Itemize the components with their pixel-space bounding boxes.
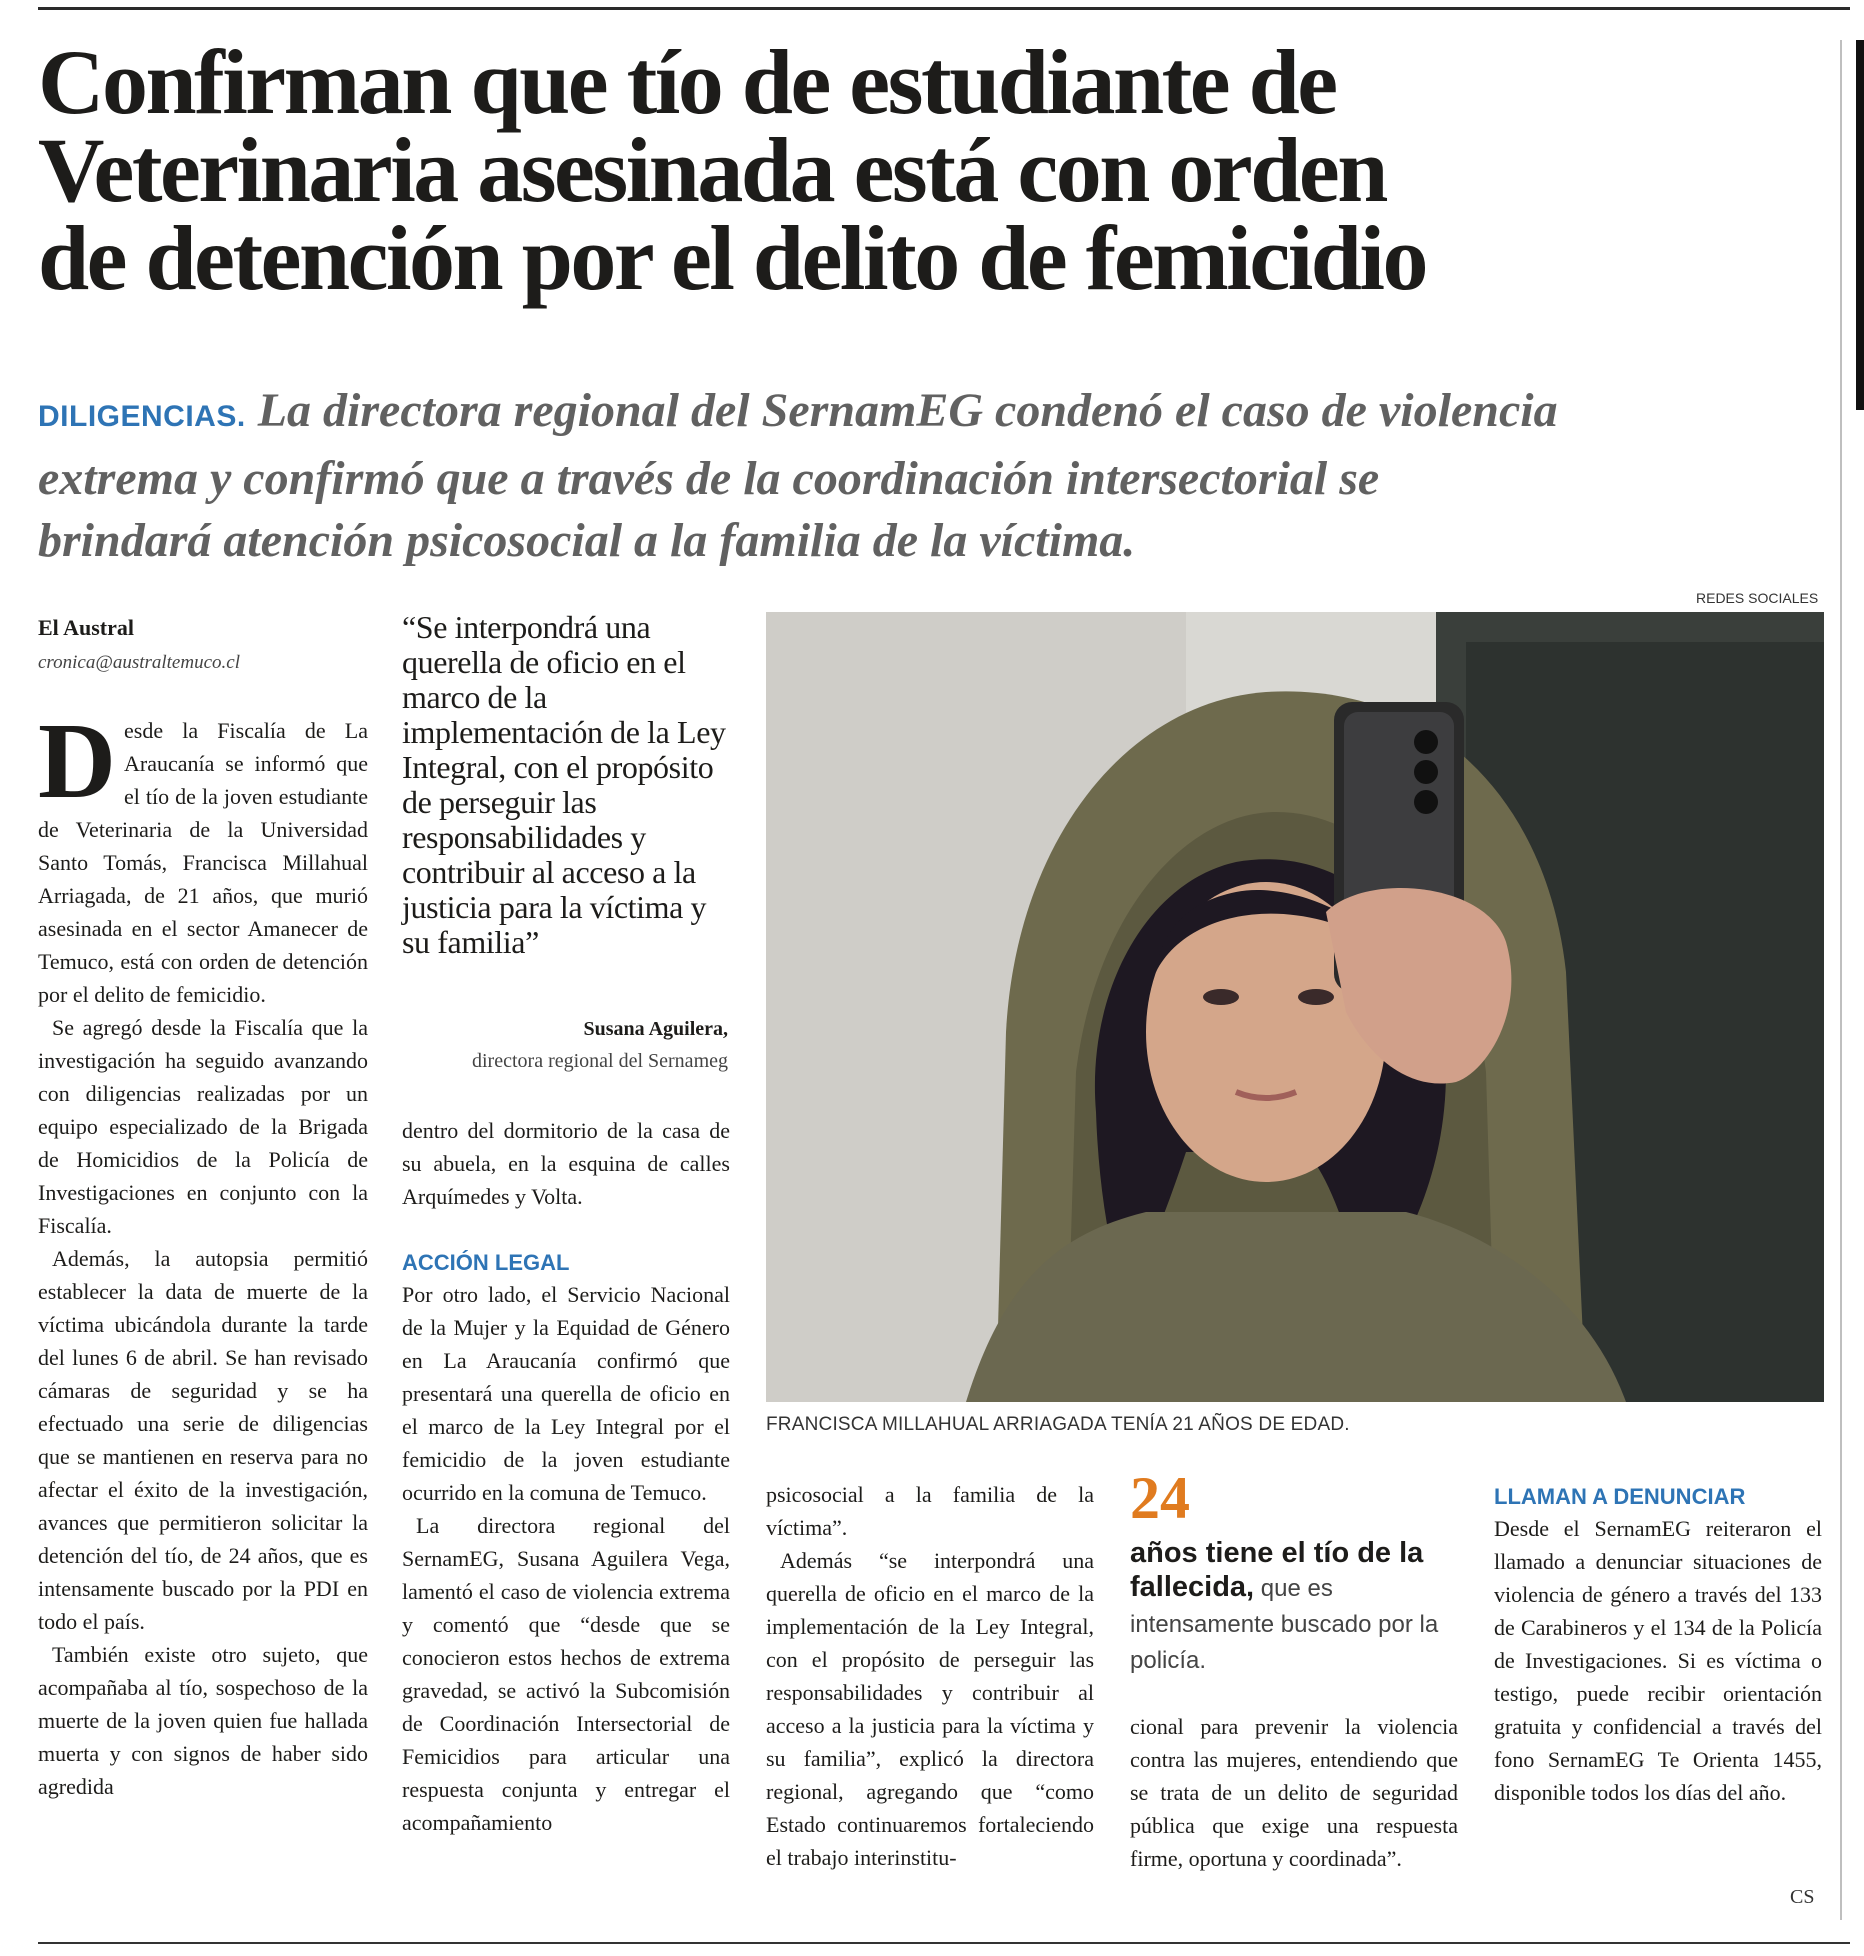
photo-illustration bbox=[766, 612, 1824, 1402]
stat-bold: años tiene el tío de la fallecida, bbox=[1130, 1537, 1424, 1603]
body-column-2-top bbox=[402, 1114, 730, 1213]
deck-kicker: DILIGENCIAS. bbox=[38, 400, 246, 433]
subhead-llaman-a-denunciar: LLAMAN A DENUNCIAR bbox=[1494, 1484, 1746, 1509]
paragraph: cional para prevenir la violencia contra las mujeres, entendiendo que se trata de un delito de seguridad pública que exige una respuesta firme, oportuna y coordinada”. bbox=[1130, 1714, 1458, 1871]
photo-credit: REDES SOCIALES bbox=[1696, 590, 1819, 606]
paragraph: Se agregó desde la Fiscalía que la investigación ha seguido avanzando con diligencias realizadas por un equipo especializado de la Brigada de Homicidios de la Policía de Investigaciones en conjunto con la Fiscalía. bbox=[38, 1015, 368, 1238]
subhead-accion-legal: ACCIÓN LEGAL bbox=[402, 1250, 570, 1275]
body-column-1 bbox=[38, 702, 368, 1803]
bottom-rule bbox=[38, 1942, 1850, 1944]
paragraph: Además, la autopsia permitió establecer la data de muerte de la víctima ubicándola durante la tarde del lunes 6 de abril. Se han revisado cámaras de seguridad y se ha efectuado una serie de diligencias que se mantienen en reserva para no afectar el éxito de la investigación, avances que permitieron solicitar la detención del tío, de 24 años, que es intensamente buscado por la PDI en todo el país. bbox=[38, 1246, 368, 1634]
body-column-5 bbox=[1494, 1512, 1822, 1809]
deck-line: brindará atención psicosocial a la familia de la víctima. bbox=[38, 514, 1136, 567]
pull-quote: “Se interpondrá una querella de oficio en el marco de la implementación de la Ley Integral, con el propósito de perseguir las responsabilidades y contribuir al acceso a la justicia para la víctima y su familia” bbox=[402, 609, 726, 960]
article-photo bbox=[766, 612, 1824, 1402]
quote-role: directora regional del Sernameg bbox=[472, 1050, 728, 1072]
body-column-3 bbox=[766, 1478, 1094, 1874]
headline-line: Confirman que tío de estudiante de bbox=[38, 31, 1336, 133]
paragraph bbox=[38, 702, 368, 1011]
top-rule bbox=[38, 7, 1850, 10]
drop-cap: D bbox=[38, 702, 116, 821]
end-mark: CS bbox=[1790, 1886, 1815, 1908]
stat-light: que es intensamente buscado por la policía. bbox=[1130, 1575, 1439, 1674]
byline-email[interactable]: cronica@australtemuco.cl bbox=[38, 652, 240, 673]
paragraph-text: esde la Fiscalía de La Araucanía se informó que el tío de la joven estudiante de Veterinaria de la Universidad Santo Tomás, Francisca Millahual Arriagada, de 21 años, que murió asesinada en el sector Amanecer de Temuco, está con orden de detención por el delito de femicidio. bbox=[38, 718, 368, 1007]
deck-line bbox=[38, 380, 1838, 448]
paragraph: Por otro lado, el Servicio Nacional de la Mujer y la Equidad de Género en La Araucanía confirmó que presentará una querella de oficio en el marco de la Ley Integral por el femicidio de la joven estudiante ocurrido en la comuna de Temuco. bbox=[402, 1282, 730, 1505]
paragraph: psicosocial a la familia de la víctima”. bbox=[766, 1482, 1094, 1540]
headline bbox=[38, 31, 1838, 309]
paragraph: dentro del dormitorio de la casa de su abuela, en la esquina de calles Arquímedes y Volta. bbox=[402, 1118, 730, 1209]
paragraph: La directora regional del SernamEG, Susana Aguilera Vega, lamentó el caso de violencia extrema y comentó que “desde que se conocieron estos hechos de extrema gravedad, se activó la Subcomisión de Coordinación Intersectorial de Femicidios para articular una respuesta conjunta y entregar el acompañamiento bbox=[402, 1513, 730, 1835]
body-column-4 bbox=[1130, 1710, 1458, 1875]
headline-line: Veterinaria asesinada está con orden bbox=[38, 119, 1386, 221]
paragraph: También existe otro sujeto, que acompañaba al tío, sospechoso de la muerte de la joven quien fue hallada muerta y con signos de haber sido agredida bbox=[38, 1642, 368, 1799]
deck-line: extrema y confirmó que a través de la coordinación intersectorial se bbox=[38, 452, 1380, 505]
adjacent-article-edge bbox=[1856, 40, 1864, 410]
deck bbox=[38, 380, 1838, 572]
deck-text: La directora regional del SernamEG condenó el caso de violencia bbox=[257, 384, 1558, 437]
byline-name: El Austral bbox=[38, 615, 134, 640]
column-rule bbox=[1840, 40, 1842, 1920]
paragraph: Desde el SernamEG reiteraron el llamado a denunciar situaciones de violencia de género a través del 133 de Carabineros y el 134 de la Policía de Investigaciones. Si es víctima o testigo, puede recibir orientación gratuita y confidencial a través del fono SernamEG Te Orienta 1455, disponible todos los días del año. bbox=[1494, 1516, 1822, 1805]
paragraph: Además “se interpondrá una querella de oficio en el marco de la implementación de la Ley Integral, con el propósito de perseguir las responsabilidades y contribuir al acceso a la justicia para la víctima y su familia”, explicó la directora regional, agregando que “como Estado continuaremos fortaleciendo el trabajo interinstitu- bbox=[766, 1548, 1094, 1870]
stat-description bbox=[1130, 1536, 1460, 1678]
stat-number: 24 bbox=[1130, 1465, 1190, 1531]
headline-line: de detención por el delito de femicidio bbox=[38, 207, 1426, 309]
body-column-2 bbox=[402, 1278, 730, 1839]
photo-caption: FRANCISCA MILLAHUAL ARRIAGADA TENÍA 21 AÑOS DE EDAD. bbox=[766, 1414, 1350, 1435]
quote-author: Susana Aguilera, bbox=[583, 1018, 728, 1040]
